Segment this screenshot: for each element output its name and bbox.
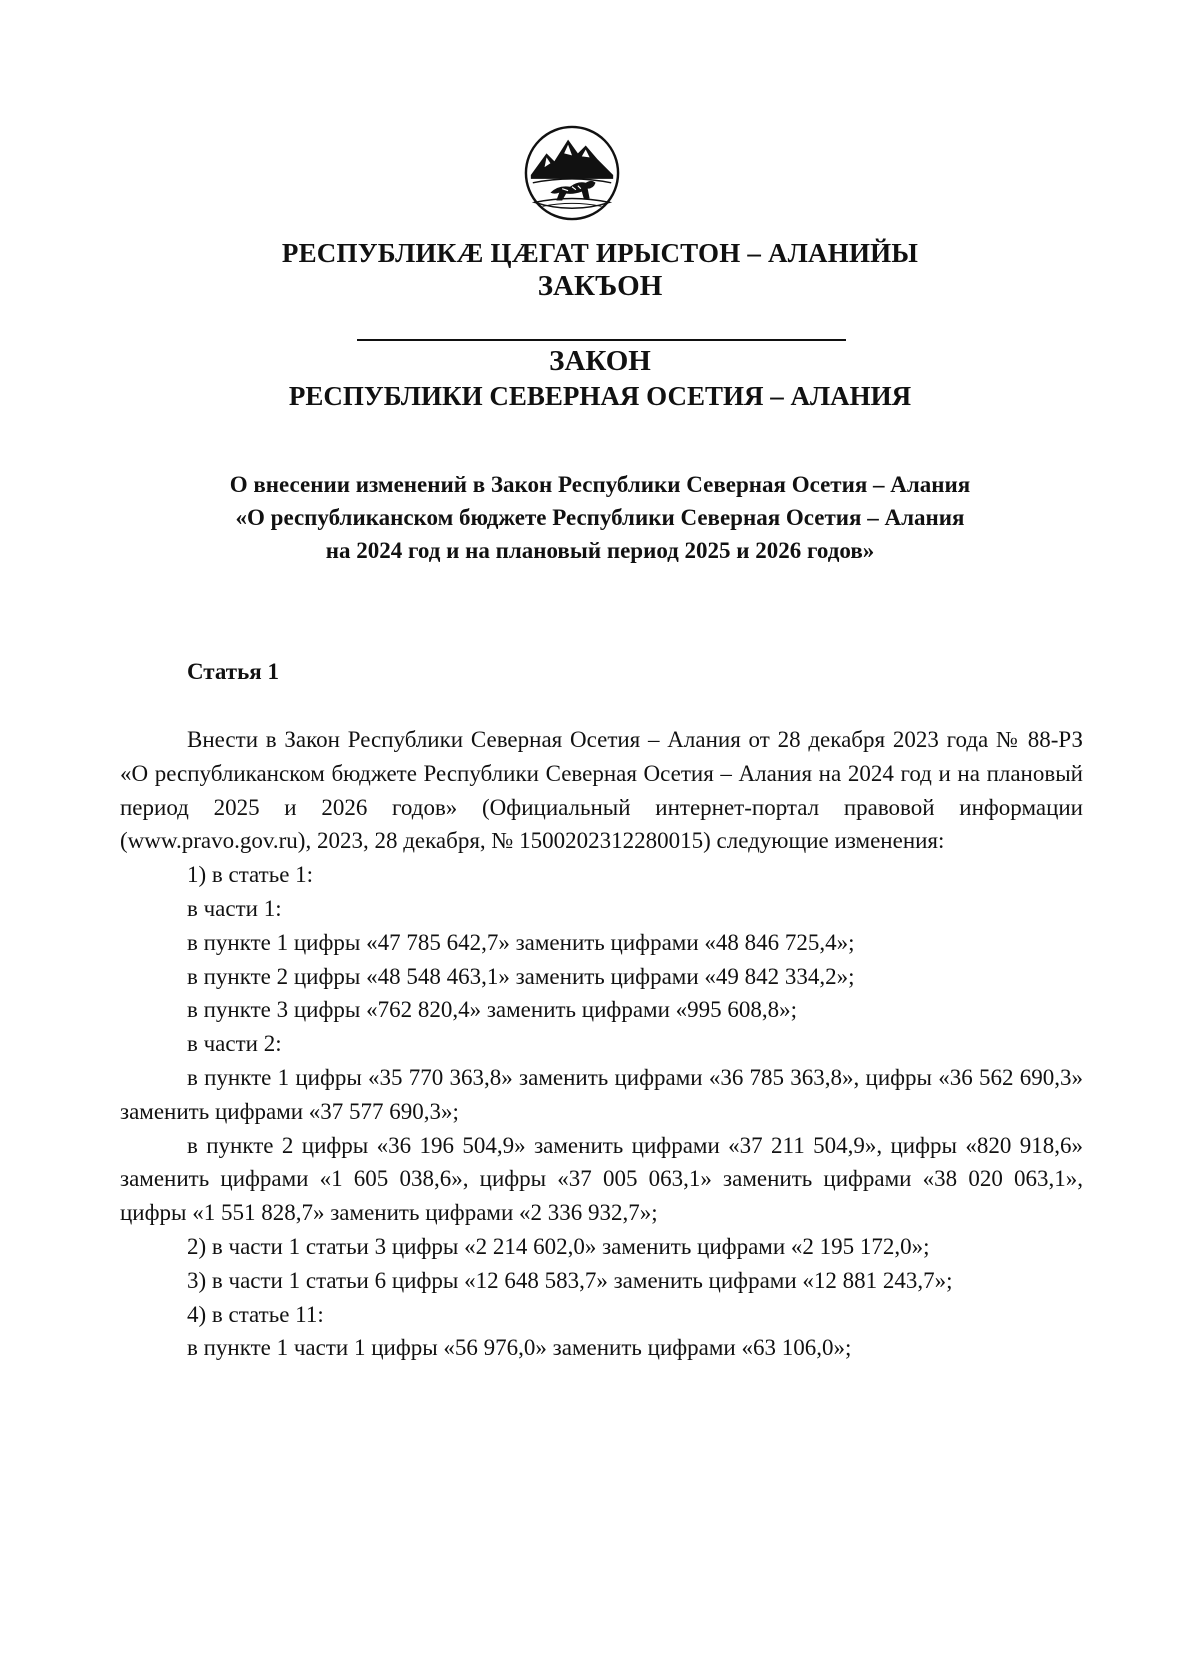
amendment-item: 1) в статье 1: xyxy=(187,862,314,888)
amendment-item: в пункте 2 цифры «36 196 504,9» заменить цифрами «37 211 504,9», цифры «820 918,6» заменить цифрами «1 605 038,6», цифры «37 005 063,1» заменить цифрами «38 020 063,1», цифры «1 551 828,7» заменить цифрами «2 336 932,7»; xyxy=(120,1132,1083,1226)
ossetian-republic-heading: РЕСПУБЛИКӔ ЦӔГАТ ИРЫСТОН – АЛАНИЙЫ xyxy=(281,238,919,268)
amendment-item: в пункте 1 части 1 цифры «56 976,0» заменить цифрами «63 106,0»; xyxy=(187,1335,852,1361)
amendment-item: в пункте 3 цифры «762 820,4» заменить цифрами «995 608,8»; xyxy=(187,997,798,1023)
header-divider xyxy=(357,339,846,341)
law-title-line: на 2024 год и на плановый период 2025 и 2026 годов» xyxy=(325,538,875,563)
law-title-line: О внесении изменений в Закон Республики Северная Осетия – Алания xyxy=(229,472,971,497)
coat-of-arms-emblem xyxy=(523,124,621,222)
amendment-item: 2) в части 1 статьи 3 цифры «2 214 602,0» заменить цифрами «2 195 172,0»; xyxy=(187,1233,930,1259)
amendment-item: в пункте 1 цифры «35 770 363,8» заменить цифрами «36 785 363,8», цифры «36 562 690,3» заменить цифрами «37 577 690,3»; xyxy=(120,1064,1083,1124)
amendment-item: в пункте 2 цифры «48 548 463,1» заменить цифрами «49 842 334,2»; xyxy=(187,963,855,989)
amendment-item: 3) в части 1 статьи 6 цифры «12 648 583,7» заменить цифрами «12 881 243,7»; xyxy=(187,1267,953,1293)
law-title-line: «О республиканском бюджете Республики Северная Осетия – Алания xyxy=(235,505,965,530)
russian-law-heading: ЗАКОН xyxy=(549,345,651,377)
amendment-item: 4) в статье 11: xyxy=(187,1301,324,1327)
article-body xyxy=(120,723,1083,1365)
amendment-item: в пункте 1 цифры «47 785 642,7» заменить цифрами «48 846 725,4»; xyxy=(187,929,855,955)
russian-republic-heading: РЕСПУБЛИКИ СЕВЕРНАЯ ОСЕТИЯ – АЛАНИЯ xyxy=(288,381,912,411)
article-intro-paragraph: Внести в Закон Республики Северная Осетия – Алания от 28 декабря 2023 года № 88-РЗ «О республиканском бюджете Республики Северная Осетия – Алания на 2024 год и на плановый период 2025 и 2026 годов» (Официальный интернет-портал правовой информации (www.pravo.gov.ru), 2023, 28 декабря, № 1500202312280015) следующие изменения: xyxy=(120,727,1083,854)
ossetian-law-heading: ЗАКЪОН xyxy=(537,270,663,302)
amendment-item: в части 1: xyxy=(187,895,282,921)
article-heading: Статья 1 xyxy=(187,659,279,684)
law-title xyxy=(120,468,1080,567)
amendment-item: в части 2: xyxy=(187,1031,282,1057)
